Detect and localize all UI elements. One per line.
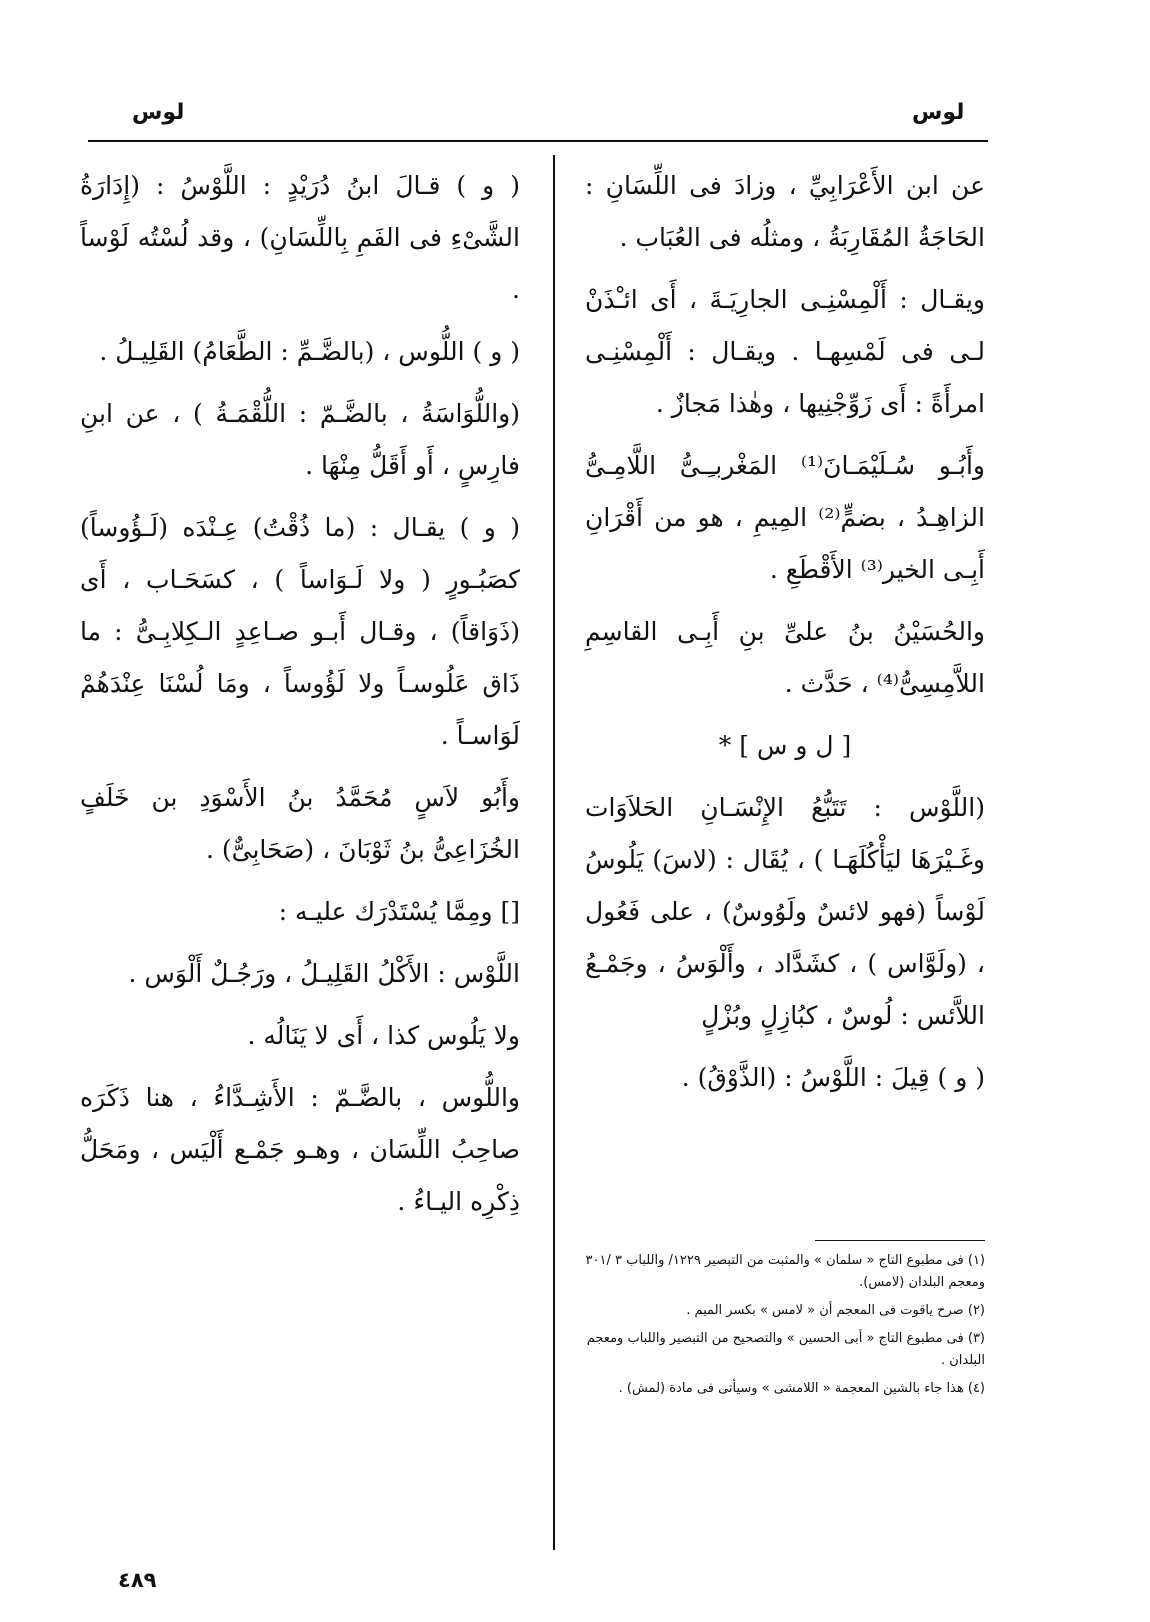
left-column xyxy=(80,160,520,1238)
entry-paragraph: ( و ) اللُّوس ، (بالضَّـمِّ : الطَّعَامُ) القَلِيـلُ . xyxy=(99,337,520,366)
entry-paragraph: (واللُّوَاسَةُ ، بالضَّـمّ : اللُّقْمَـةُ ) ، عن ابنِ فارِسٍ ، أَو أَقَلُّ مِنْهَا . xyxy=(80,399,520,480)
footnote: (٣) فى مطبوع التاج « أبى الحسين » والتصحيح من التبصير واللباب ومعجم البلدان . xyxy=(586,1331,985,1368)
footnote-rule xyxy=(815,1240,985,1241)
entry-paragraph: [] ومِمَّا يُسْتَدْرَك عليـه : xyxy=(278,897,520,926)
entry-paragraph: وأَبُو لاَسٍ مُحَمَّدُ بنُ الأَسْوَدِ بن خَلَفٍ الخُزَاعِىُّ بنُ ثَوْبَانَ ، (صَحَابِىٌّ) . xyxy=(80,783,520,864)
header-rule xyxy=(88,140,988,142)
right-column xyxy=(585,160,985,1114)
entry-paragraph: عن ابن الأَعْرَابِيِّ ، وزادَ فى اللِّسَانِ : الحَاجَةُ المُقَارِبَةُ ، ومثلُه فى العُبَاب . xyxy=(585,171,985,252)
entry-paragraph: وأَبُـو سُـلَيْمَـانَ⁽¹⁾ المَغْربـِـىُّ اللَّامِـىُّ الزاهِـدُ ، بضمٍّ⁽²⁾ المِيمِ ، هو من أَقْرَانِ أَبِـى الخير⁽³⁾ الأَقْطَعِ . xyxy=(585,451,985,584)
running-head-left: لوس xyxy=(132,100,185,125)
column-divider xyxy=(553,155,555,1550)
entry-paragraph: اللَّوْس : الأَكْلُ القَلِيـلُ ، ورَجُـلٌ أَلْوَس . xyxy=(128,959,520,988)
entry-paragraph: ( و ) يقـال : (ما ذُقْتُ) عِـنْدَه (لَـؤُوساً) كصَبُـورٍ ( ولا لَـوَاساً ) ، كسَحَـاب ، أَى (ذَوَاقاً) ، وقـال أَبـو صـاعِدٍ الـكِلابِـىُّ : ما ذَاق عَلُوسـاً ولا لَؤُوساً ، ومَا لُسْنَا عِنْدَهُمْ لَوَاسـاً . xyxy=(80,513,520,750)
footnote: (٤) هذا جاء بالشين المعجمة « اللامشى » وسيأتى فى مادة (لمش) . xyxy=(618,1381,985,1396)
entry-paragraph: ( و ) قـالَ ابنُ دُرَيْدٍ : اللَّوْسُ : (إِدَارَةُ الشَّىْءِ فى الفَمِ بِاللِّسَانِ) ، وقد لُسْتُه لَوْساً . xyxy=(80,171,520,304)
entry-paragraph: والحُسَيْنُ بنُ علىِّ بنِ أَبِـى القاسِمِ اللاَّمِسِىُّ⁽⁴⁾ ، حَدَّث . xyxy=(585,617,985,698)
section-heading: [ ل و س ] * xyxy=(718,731,852,760)
footnote: (٢) صرح ياقوت فى المعجم أن « لامس » بكسر الميم . xyxy=(686,1303,985,1318)
entry-paragraph: ( و ) قِيلَ : اللَّوْسُ : (الذَّوْقُ) . xyxy=(681,1063,985,1092)
entry-paragraph: (اللَّوْس : تَتَبُّعُ الإِنْسَـانِ الحَلاَوَات وغَـيْرَهَا ليَأْكُلَهَـا ) ، يُقَال : (لاسَ) يَلُوسُ لَوْساً (فهو لائسٌ ولَوُوسٌ) ، على فَعُول ، (ولَوَّاس ) ، كشَدَّاد ، وأَلْوَسُ ، وجَمْـعُ اللاَّئس : لُوسٌ ، كبُازِلٍ وبُزْلٍ xyxy=(585,793,985,1030)
running-head-right: لوس xyxy=(912,100,965,125)
entry-paragraph: ويقـال : أَلْمِسْنِـى الجارِيَـةَ ، أَى ائـْذَنْ لـى فى لَمْسِهـا . ويقـال : أَلْمِسْنِـى امرأَةً : أَى زَوِّجْنِيها ، وهٰذا مَجازٌ . xyxy=(585,285,985,418)
entry-paragraph: ولا يَلُوس كذا ، أَى لا يَنَالُه . xyxy=(247,1021,520,1050)
footnote: (١) فى مطبوع التاج « سلمان » والمثبت من التبصير ١٢٢٩/ واللباب ٣ /٣٠١ ومعجم البلدان (لامس). xyxy=(585,1253,985,1290)
footnotes xyxy=(575,1250,985,1406)
entry-paragraph: واللُّوس ، بالضَّـمّ : الأَشِـدَّاءُ ، هنا ذَكَرَه صاحِبُ اللِّسَان ، وهـو جَمْـع أَلْيَس ، ومَحَلُّ ذِكْرِه اليـاءُ . xyxy=(80,1083,520,1216)
page-number: ٤٨٩ xyxy=(118,1568,157,1592)
